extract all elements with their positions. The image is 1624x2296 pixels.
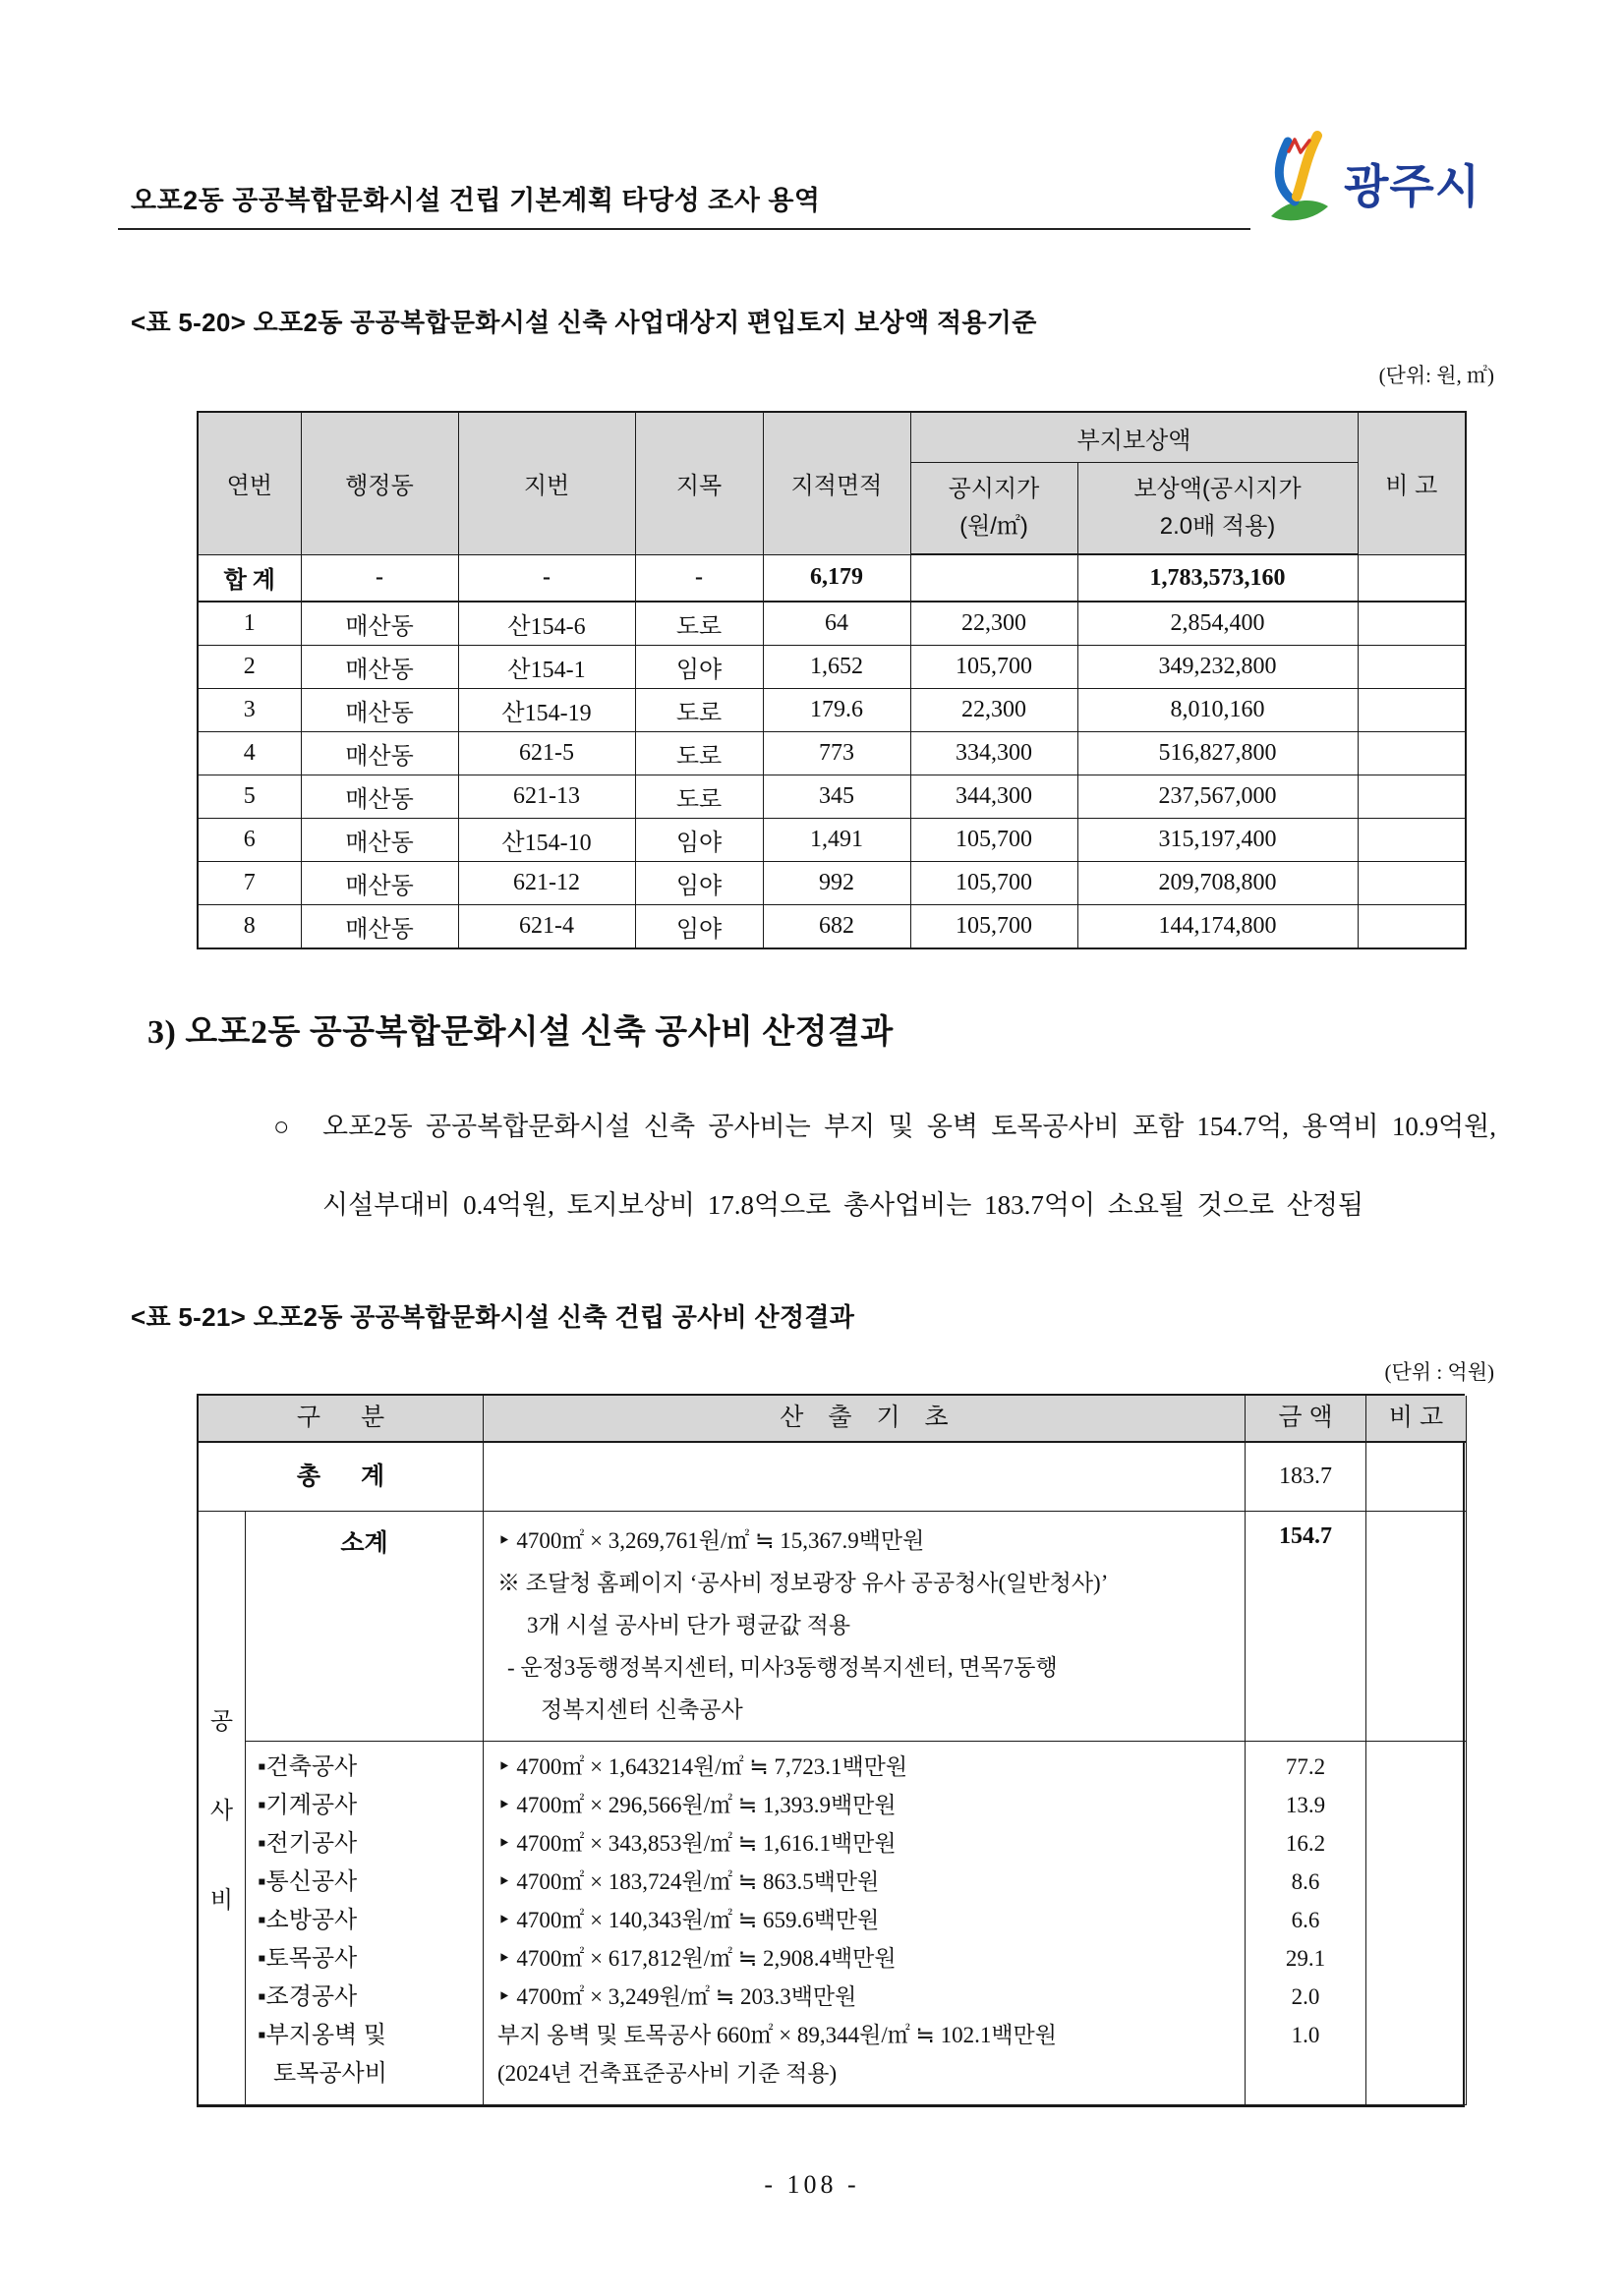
gwangju-logo-icon <box>1261 130 1338 237</box>
table21-unit-label: (단위 : 억원) <box>1384 1360 1494 1384</box>
total-row <box>198 554 1466 602</box>
header-line: 보상액(공시지가 <box>1133 475 1302 502</box>
table-cell: 1,783,573,160 <box>1077 554 1358 602</box>
cell-line: ▪토목공사 <box>258 1945 358 1972</box>
table-cell: 179.6 <box>763 689 910 732</box>
table-cell: 334,300 <box>910 732 1077 775</box>
table-cell <box>1358 646 1466 689</box>
table-cell: 산154-1 <box>458 646 635 689</box>
table-cell: 345 <box>763 775 910 819</box>
cost-item-formula <box>497 1863 1245 1901</box>
table-cell: 105,700 <box>910 819 1077 862</box>
header-line: (원/㎡) <box>959 513 1028 540</box>
cost-item-amount <box>1246 1901 1365 1939</box>
subtotal-amount: 154.7 <box>1246 1512 1366 1742</box>
section3-heading: 3) 오포2동 공공복합문화시설 신축 공사비 산정결과 <box>147 1014 894 1051</box>
bullet-text: 오포2동 공공복합문화시설 신축 공사비는 부지 및 옹벽 토목공사비 포함 154.7억, 용역비 10.9억원, 시설부대비 0.4억원, 토지보상비 17.8억으로 총사업비는 183.7억이 소요될 것으로 산정됨 <box>322 1112 1496 1220</box>
table-row <box>198 819 1466 862</box>
table21-caption: <표 5-21> 오포2동 공공복합문화시설 신축 건립 공사비 산정결과 <box>131 1302 855 1332</box>
table-cell: 105,700 <box>910 646 1077 689</box>
subtotal-basis-cell <box>484 1512 1246 1742</box>
table-cell: 매산동 <box>301 819 458 862</box>
group-label-char: 비 <box>209 1887 234 1914</box>
cost-item-amount <box>1246 1863 1365 1901</box>
cell-line: 부지 옹벽 및 토목공사 660㎡ × 89,344원/㎡ ≒ 102.1백만원 <box>497 2023 1057 2047</box>
table-header-row <box>198 412 1466 463</box>
table-cell: 1 <box>198 602 301 646</box>
basis-line: 3개 시설 공사비 단가 평균값 적용 <box>527 1613 851 1637</box>
grand-total-basis-cell <box>484 1443 1246 1512</box>
table-cell <box>1358 775 1466 819</box>
table-cell: 22,300 <box>910 602 1077 646</box>
table-cell: 산154-6 <box>458 602 635 646</box>
column-header-official-price <box>910 463 1077 555</box>
group-label-char: 공 <box>209 1708 234 1735</box>
cost-item-formula <box>497 1901 1245 1939</box>
cell-line: 13.9 <box>1285 1793 1326 1817</box>
cost-item-labels-cell <box>246 1742 484 2105</box>
table-cell: 237,567,000 <box>1077 775 1358 819</box>
header-divider <box>118 228 1250 230</box>
table-cell: 621-4 <box>458 905 635 949</box>
cell-line: 16.2 <box>1285 1831 1326 1856</box>
table-cell: 516,827,800 <box>1077 732 1358 775</box>
cell-line: 2.0 <box>1291 1984 1320 2009</box>
table-cell: 매산동 <box>301 689 458 732</box>
table-cell: 매산동 <box>301 646 458 689</box>
column-header-compensation-group: 부지보상액 <box>910 412 1358 463</box>
table-cell: 6 <box>198 819 301 862</box>
column-header-jibun: 지번 <box>458 412 635 554</box>
section3-bullet-paragraph <box>273 1087 1496 1244</box>
table-cell: 산154-19 <box>458 689 635 732</box>
cell-line: ‣ 4700㎡ × 140,343원/㎡ ≒ 659.6백만원 <box>497 1908 880 1932</box>
cell-line: (2024년 건축표준공사비 기준 적용) <box>497 2061 838 2086</box>
cost-item-label <box>258 1748 483 1786</box>
table-cell <box>1358 689 1466 732</box>
table-cell: 임야 <box>635 646 763 689</box>
table-cell: 349,232,800 <box>1077 646 1358 689</box>
cost-item-amount <box>1246 1824 1365 1863</box>
table-cell: 209,708,800 <box>1077 862 1358 905</box>
table-cell: 도로 <box>635 732 763 775</box>
table-cell: 621-12 <box>458 862 635 905</box>
basis-line: ‣ 4700㎡ × 3,269,761원/㎡ ≒ 15,367.9백만원 <box>497 1528 925 1553</box>
cell-line: ‣ 4700㎡ × 617,812원/㎡ ≒ 2,908.4백만원 <box>497 1946 897 1971</box>
column-header-compensation <box>1077 463 1358 555</box>
cost-group-vertical-label <box>199 1512 246 2105</box>
table-cell: - <box>301 554 458 602</box>
cost-item-label <box>258 2016 483 2093</box>
table-cell: - <box>635 554 763 602</box>
table-cell: 도로 <box>635 602 763 646</box>
column-header-remark: 비 고 <box>1358 412 1466 554</box>
cost-item-formulas-cell <box>484 1742 1246 2105</box>
land-table-body <box>198 554 1466 948</box>
table-cell: 매산동 <box>301 862 458 905</box>
table-row <box>198 732 1466 775</box>
header-line: 공시지가 <box>948 475 1040 502</box>
table-cell <box>1358 554 1466 602</box>
table-cell: 임야 <box>635 862 763 905</box>
cell-line: 8.6 <box>1291 1869 1320 1894</box>
column-header-basis: 산 출 기 초 <box>484 1396 1246 1443</box>
table-cell: 105,700 <box>910 905 1077 949</box>
table-cell: 매산동 <box>301 602 458 646</box>
table20-caption: <표 5-20> 오포2동 공공복합문화시설 신축 사업대상지 편입토지 보상액 적용기준 <box>131 308 1037 337</box>
cost-item-formula <box>497 2016 1245 2093</box>
table-row <box>198 602 1466 646</box>
table-row <box>198 689 1466 732</box>
table-cell <box>1358 862 1466 905</box>
table-cell: 6,179 <box>763 554 910 602</box>
gwangju-logo-text: 광주시 <box>1344 160 1481 212</box>
basis-line: ※ 조달청 홈페이지 ‘공사비 정보광장 유사 공공청사(일반청사)’ <box>497 1571 1109 1595</box>
grand-total-remark-cell <box>1366 1443 1467 1512</box>
table-row <box>198 775 1466 819</box>
basis-line: - 운정3동행정복지센터, 미사3동행정복지센터, 면목7동행 <box>507 1655 1058 1680</box>
table-cell: 315,197,400 <box>1077 819 1358 862</box>
cell-line: ▪전기공사 <box>258 1830 358 1857</box>
table-cell: 매산동 <box>301 905 458 949</box>
table-cell: 144,174,800 <box>1077 905 1358 949</box>
cell-line: ‣ 4700㎡ × 343,853원/㎡ ≒ 1,616.1백만원 <box>497 1831 897 1856</box>
cost-item-label <box>258 1824 483 1863</box>
table-cell: 992 <box>763 862 910 905</box>
cell-line: ▪부지옹벽 및 <box>258 2022 387 2048</box>
cell-line: ▪건축공사 <box>258 1753 358 1780</box>
column-header-dong: 행정동 <box>301 412 458 554</box>
cost-item-amount <box>1246 1978 1365 2016</box>
cost-item-amount <box>1246 2016 1365 2093</box>
cell-line: ‣ 4700㎡ × 3,249원/㎡ ≒ 203.3백만원 <box>497 1984 857 2009</box>
table-cell <box>1358 732 1466 775</box>
grand-total-label: 총 계 <box>199 1443 484 1512</box>
table-cell: 22,300 <box>910 689 1077 732</box>
cell-line: ▪조경공사 <box>258 1983 358 2010</box>
cost-item-remark-cell <box>1366 1742 1467 2105</box>
cost-item-amounts-cell <box>1246 1742 1366 2105</box>
cost-item-formula <box>497 1824 1245 1863</box>
table-cell: 매산동 <box>301 775 458 819</box>
cell-line: ▪기계공사 <box>258 1792 358 1818</box>
grand-total-amount: 183.7 <box>1246 1443 1366 1512</box>
table-cell: 7 <box>198 862 301 905</box>
table-cell: 344,300 <box>910 775 1077 819</box>
table-cell: 621-13 <box>458 775 635 819</box>
column-header-gubun: 구 분 <box>199 1396 484 1443</box>
table-cell: 105,700 <box>910 862 1077 905</box>
cost-item-amount <box>1246 1748 1365 1786</box>
gwangju-city-logo <box>1261 130 1480 237</box>
cost-item-label <box>258 1786 483 1824</box>
column-header-area: 지적면적 <box>763 412 910 554</box>
document-header-title: 오포2동 공공복합문화시설 건립 기본계획 타당성 조사 용역 <box>131 186 821 215</box>
table-cell: 합 계 <box>198 554 301 602</box>
cell-line: ‣ 4700㎡ × 296,566원/㎡ ≒ 1,393.9백만원 <box>497 1793 897 1817</box>
table-cell: 2,854,400 <box>1077 602 1358 646</box>
cost-item-formula <box>497 1786 1245 1824</box>
table-row <box>198 862 1466 905</box>
land-compensation-table <box>197 411 1467 949</box>
table20-unit-label: (단위: 원, ㎡) <box>1378 364 1494 387</box>
table-cell: - <box>458 554 635 602</box>
column-header-no: 연번 <box>198 412 301 554</box>
table-cell: 682 <box>763 905 910 949</box>
cost-item-label <box>258 1863 483 1901</box>
table-cell: 621-5 <box>458 732 635 775</box>
cost-item-amount <box>1246 1786 1365 1824</box>
cost-item-label <box>258 1901 483 1939</box>
table-cell: 도로 <box>635 775 763 819</box>
basis-line: 정복지센터 신축공사 <box>541 1697 743 1722</box>
cell-line: 77.2 <box>1285 1754 1326 1779</box>
cost-item-formula <box>497 1978 1245 2016</box>
page-number: - 108 - <box>764 2170 860 2199</box>
table-cell: 산154-10 <box>458 819 635 862</box>
table-row <box>198 646 1466 689</box>
table-cell: 도로 <box>635 689 763 732</box>
table-cell <box>910 554 1077 602</box>
cost-item-label <box>258 1939 483 1978</box>
cell-line: 6.6 <box>1291 1908 1320 1932</box>
column-header-remark: 비 고 <box>1366 1396 1467 1443</box>
cell-line: 29.1 <box>1285 1946 1326 1971</box>
cost-item-amount <box>1246 1939 1365 1978</box>
subtotal-label: 소계 <box>246 1512 484 1742</box>
header-line: 2.0배 적용) <box>1159 513 1276 540</box>
table-cell: 5 <box>198 775 301 819</box>
cell-line: 토목공사비 <box>273 2060 387 2087</box>
cell-line: ‣ 4700㎡ × 183,724원/㎡ ≒ 863.5백만원 <box>497 1869 880 1894</box>
column-header-jimok: 지목 <box>635 412 763 554</box>
subtotal-remark-cell <box>1366 1512 1467 1742</box>
cost-item-label <box>258 1978 483 2016</box>
cell-line: ‣ 4700㎡ × 1,643214원/㎡ ≒ 7,723.1백만원 <box>497 1754 908 1779</box>
table-cell: 매산동 <box>301 732 458 775</box>
table-cell: 임야 <box>635 819 763 862</box>
table-cell: 임야 <box>635 905 763 949</box>
table-cell: 64 <box>763 602 910 646</box>
table-cell: 1,652 <box>763 646 910 689</box>
table-cell: 1,491 <box>763 819 910 862</box>
table-cell: 2 <box>198 646 301 689</box>
cell-line: ▪소방공사 <box>258 1907 358 1933</box>
group-label-char: 사 <box>209 1798 234 1824</box>
cell-line: ▪통신공사 <box>258 1868 358 1895</box>
construction-cost-table <box>197 1394 1465 2107</box>
table-cell: 4 <box>198 732 301 775</box>
table-cell <box>1358 819 1466 862</box>
table-cell: 773 <box>763 732 910 775</box>
bullet-marker: ○ <box>273 1112 290 1141</box>
table-cell: 3 <box>198 689 301 732</box>
column-header-amount: 금 액 <box>1246 1396 1366 1443</box>
table-cell: 8,010,160 <box>1077 689 1358 732</box>
table-row <box>198 905 1466 949</box>
cost-item-formula <box>497 1748 1245 1786</box>
cost-item-formula <box>497 1939 1245 1978</box>
table-cell <box>1358 905 1466 949</box>
table-cell <box>1358 602 1466 646</box>
table-cell: 8 <box>198 905 301 949</box>
cell-line: 1.0 <box>1291 2023 1320 2047</box>
